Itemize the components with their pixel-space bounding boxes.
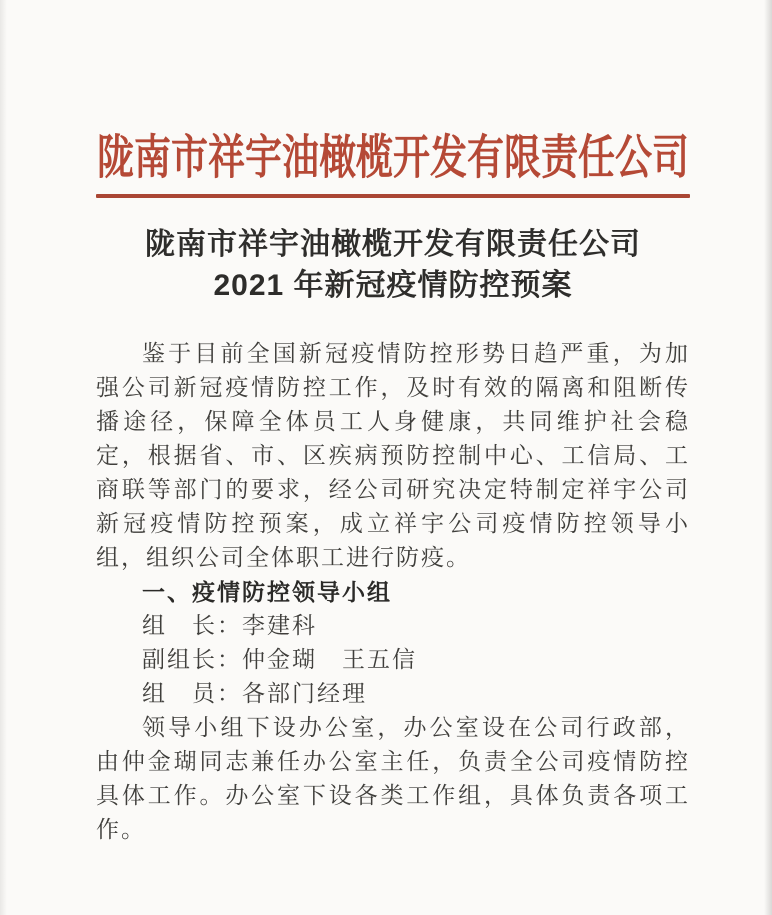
document-body bbox=[96, 337, 690, 847]
roster-line-group-leader: 组 长：李建科 bbox=[142, 613, 317, 638]
scanned-document-page bbox=[0, 134, 772, 915]
letterhead-divider-line bbox=[96, 194, 690, 198]
section-heading-leadership-group: 一、疫情防控领导小组 bbox=[142, 579, 392, 605]
roster-line-deputy-leaders: 副组长：仲金瑚 王五信 bbox=[142, 647, 417, 672]
office-paragraph: 领导小组下设办公室，办公室设在公司行政部，由仲金瑚同志兼任办公室主任，负责全公司疫情防控具体工作。办公室下设各类工作组，具体负责各项工作。 bbox=[96, 715, 690, 842]
roster-line-members: 组 员：各部门经理 bbox=[142, 681, 367, 706]
document-title-line2: 2021 年新冠疫情防控预案 bbox=[213, 269, 573, 302]
intro-paragraph: 鉴于目前全国新冠疫情防控形势日趋严重，为加强公司新冠疫情防控工作，及时有效的隔离和阻断传播途径，保障全体员工人身健康，共同维护社会稳定，根据省、市、区疾病预防控制中心、工信局、工商联等部门的要求，经公司研究决定特制定祥宇公司新冠疫情防控预案，成立祥宇公司疫情防控领导小组，组织公司全体职工进行防疫。 bbox=[96, 341, 690, 570]
document-title-line1: 陇南市祥宇油橄榄开发有限责任公司 bbox=[145, 228, 641, 261]
company-letterhead-title: 陇南市祥宇油橄榄开发有限责任公司 bbox=[97, 132, 689, 186]
document-title bbox=[96, 224, 690, 306]
